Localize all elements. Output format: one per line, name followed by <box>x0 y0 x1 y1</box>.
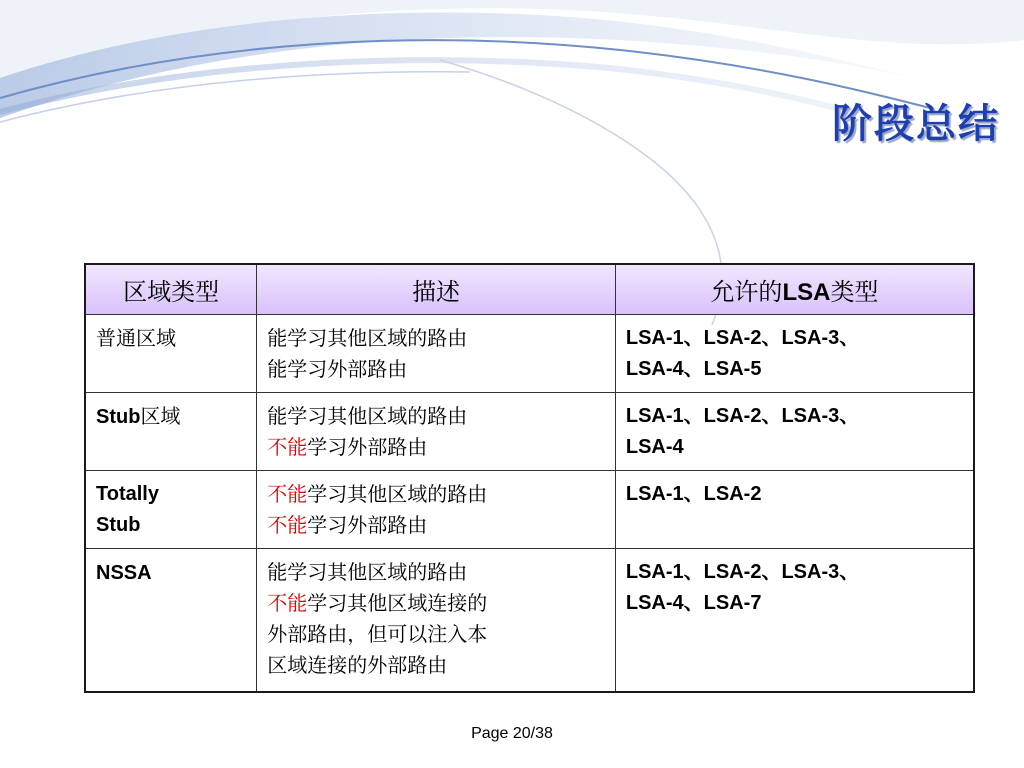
area-type-line: Stub <box>96 513 141 536</box>
desc-line <box>267 619 605 650</box>
area-type-cjk: 区域 <box>140 403 181 428</box>
header-lsa-latin: LSA <box>782 278 831 306</box>
area-summary-table <box>84 263 975 693</box>
cell-area-type <box>85 392 257 470</box>
desc-text: 学习外部路由 <box>307 512 428 537</box>
cell-description <box>257 548 616 692</box>
desc-negation: 不能 <box>267 590 308 615</box>
cell-area-type <box>85 548 257 692</box>
header-lsa-prefix: 允许的 <box>710 277 783 306</box>
desc-negation: 不能 <box>267 434 308 459</box>
table-row <box>85 470 974 548</box>
lsa-line: LSA-4、LSA-5 <box>625 357 762 380</box>
desc-text: 学习其他区域连接的 <box>307 590 488 615</box>
lsa-line: LSA-1、LSA-2、LSA-3、 <box>625 404 860 427</box>
desc-line <box>267 479 605 510</box>
desc-line <box>267 401 605 432</box>
desc-text: 能学习外部路由 <box>267 356 408 381</box>
area-type-latin: NSSA <box>96 561 152 584</box>
desc-negation: 不能 <box>267 512 308 537</box>
cell-allowed-lsa <box>615 548 974 692</box>
table-row <box>85 548 974 692</box>
slide-title: 阶段总结 <box>832 100 1000 147</box>
cell-area-type <box>85 314 257 392</box>
desc-line <box>267 510 605 541</box>
area-type-cjk: 普通区域 <box>96 325 176 350</box>
cell-allowed-lsa <box>615 314 974 392</box>
cell-allowed-lsa <box>615 470 974 548</box>
desc-line <box>267 432 605 463</box>
desc-text: 外部路由，但可以注入本 <box>267 621 488 646</box>
lsa-line: LSA-1、LSA-2 <box>625 482 762 505</box>
lsa-line: LSA-4、LSA-7 <box>625 591 762 614</box>
desc-text: 学习其他区域的路由 <box>307 481 488 506</box>
desc-text: 学习外部路由 <box>307 434 428 459</box>
desc-line <box>267 354 605 385</box>
area-type-latin: Stub <box>96 405 141 428</box>
desc-line <box>267 588 605 619</box>
lsa-line: LSA-4 <box>625 435 684 458</box>
cell-allowed-lsa <box>615 392 974 470</box>
desc-text: 能学习其他区域的路由 <box>267 403 468 428</box>
header-allowed-lsa <box>615 264 974 314</box>
header-description: 描述 <box>257 264 616 314</box>
lsa-line: LSA-1、LSA-2、LSA-3、 <box>625 560 860 583</box>
desc-text: 能学习其他区域的路由 <box>267 325 468 350</box>
lsa-line: LSA-1、LSA-2、LSA-3、 <box>625 326 860 349</box>
cell-description <box>257 392 616 470</box>
desc-text: 区域连接的外部路由 <box>267 652 448 677</box>
table-row <box>85 392 974 470</box>
header-lsa-suffix: 类型 <box>830 277 879 306</box>
desc-line <box>267 650 605 681</box>
table-row <box>85 314 974 392</box>
desc-text: 能学习其他区域的路由 <box>267 559 468 584</box>
cell-description <box>257 314 616 392</box>
table-header-row <box>85 264 974 314</box>
page-number: Page 20/38 <box>471 725 553 742</box>
desc-line <box>267 557 605 588</box>
header-area-type: 区域类型 <box>85 264 257 314</box>
area-type-line: Totally <box>96 482 159 505</box>
cell-description <box>257 470 616 548</box>
desc-line <box>267 323 605 354</box>
desc-negation: 不能 <box>267 481 308 506</box>
cell-area-type <box>85 470 257 548</box>
